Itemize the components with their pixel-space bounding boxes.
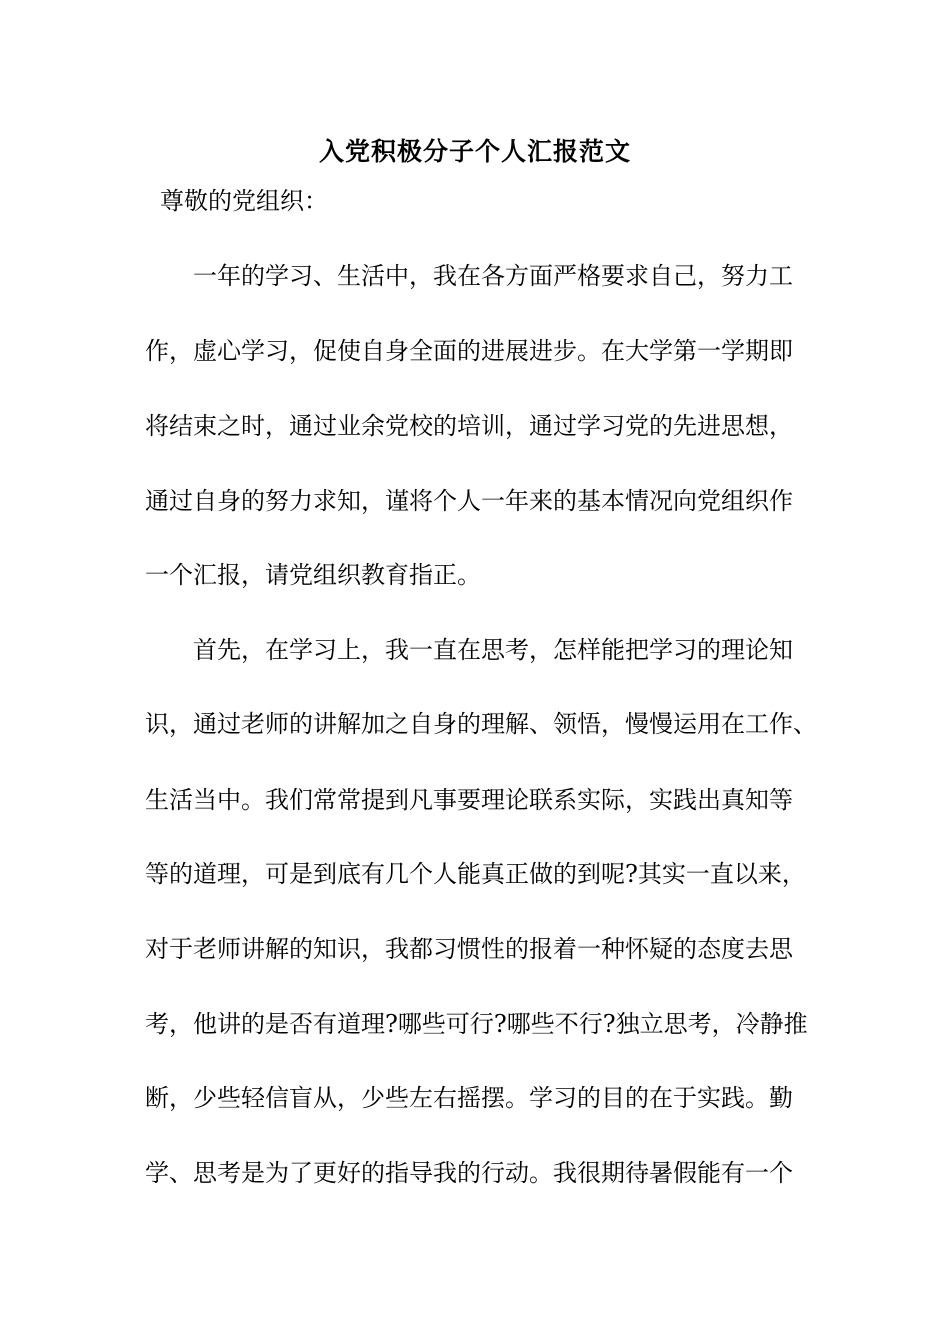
paragraph-line: 学、思考是为了更好的指导我的行动。我很期待暑假能有一个: [145, 1159, 793, 1187]
paragraph-line: 考，他讲的是否有道理?哪些可行?哪些不行?独立思考，冷静推: [145, 1010, 808, 1038]
document-title: 入党积极分子个人汇报范文: [318, 137, 631, 166]
salutation: 尊敬的党组织：: [160, 187, 328, 215]
paragraph-line: 断，少些轻信盲从，少些左右摇摆。学习的目的在于实践。勤: [145, 1084, 793, 1112]
paragraph-line: 一个汇报，请党组织教育指正。: [145, 561, 481, 589]
paragraph-line: 等的道理，可是到底有几个人能真正做的到呢?其实一直以来，: [145, 860, 806, 888]
paragraph-line: 将结束之时，通过业余党校的培训，通过学习党的先进思想，: [145, 412, 793, 440]
paragraph-line: 首先，在学习上，我一直在思考，怎样能把学习的理论知: [193, 636, 793, 664]
paragraph-line: 识，通过老师的讲解加之自身的理解、领悟，慢慢运用在工作、: [145, 710, 817, 738]
paragraph-line: 生活当中。我们常常提到凡事要理论联系实际，实践出真知等: [145, 786, 793, 814]
paragraph-line: 一年的学习、生活中，我在各方面严格要求自己，努力工: [193, 262, 793, 290]
paragraph-line: 对于老师讲解的知识，我都习惯性的报着一种怀疑的态度去思: [145, 935, 793, 963]
paragraph-line: 作，虚心学习，促使自身全面的进展进步。在大学第一学期即: [145, 337, 793, 365]
paragraph-line: 通过自身的努力求知，谨将个人一年来的基本情况向党组织作: [145, 487, 793, 515]
